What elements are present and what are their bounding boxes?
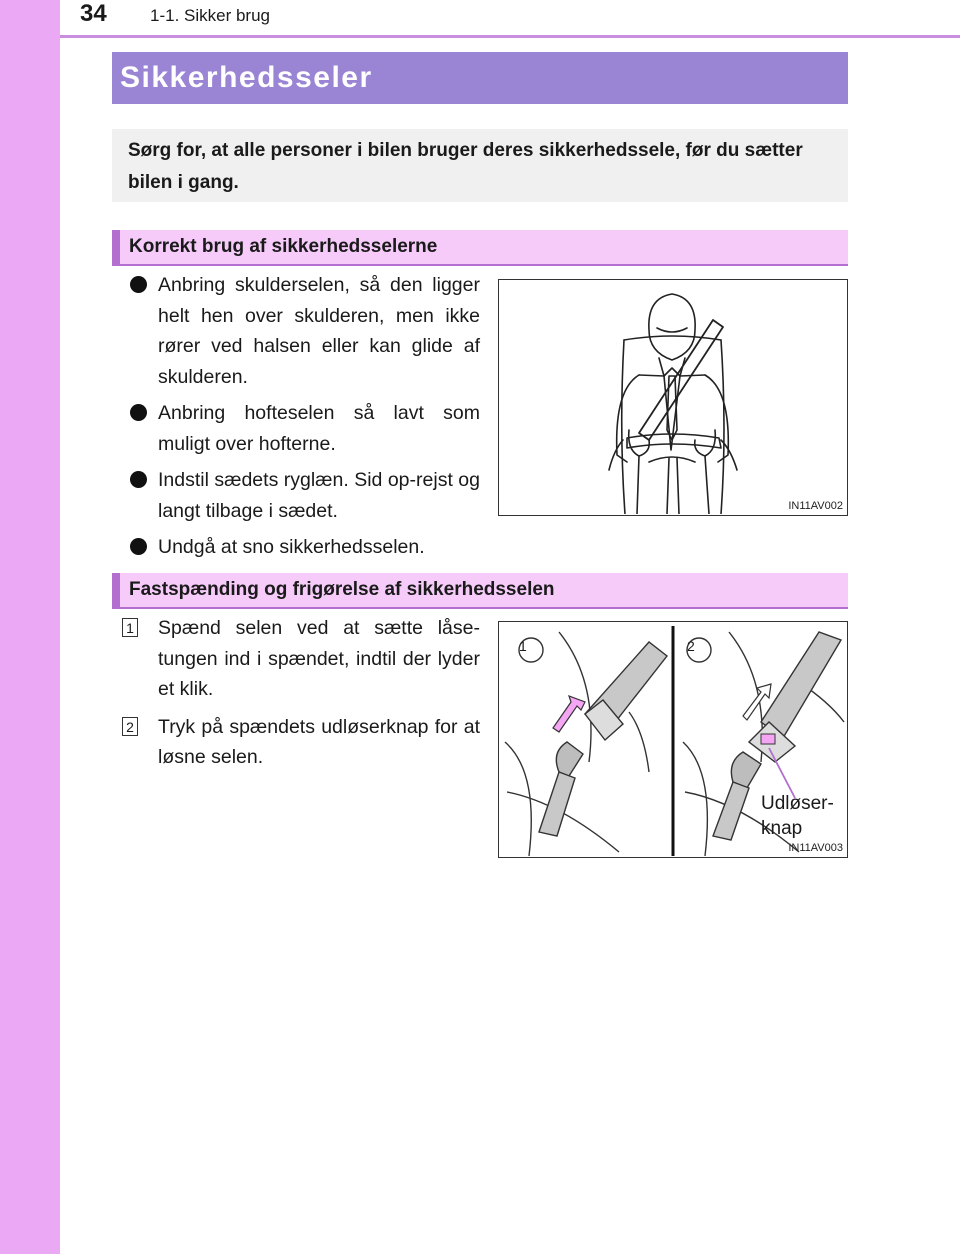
- bullet-text: Anbring skulderselen, så den ligger helt hen over skulderen, men ikke rører ved halsen eller kan glide af skulderen.: [158, 274, 480, 388]
- header-rule: [60, 35, 960, 38]
- callout-line2: knap: [761, 818, 803, 839]
- list-item: [130, 398, 480, 459]
- list-item: [130, 270, 480, 392]
- figure-code: IN11AV003: [788, 842, 843, 854]
- panel-label-1: 1: [519, 638, 527, 654]
- bullet-text: Anbring hofteselen så lavt som muligt over hofterne.: [158, 402, 480, 455]
- bullet-icon: [130, 538, 147, 555]
- bullet-text: Undgå at sno sikkerhedsselen.: [158, 536, 425, 558]
- side-color-band: [0, 0, 60, 1254]
- step-text: Spænd selen ved at sætte låse-tungen ind i spændet, indtil der lyder et klik.: [158, 617, 480, 700]
- step-number: 1: [122, 618, 138, 637]
- bullet-icon: [130, 276, 147, 293]
- list-item: [122, 712, 480, 773]
- step-text: Tryk på spændets udløserknap for at løsne selen.: [158, 715, 480, 768]
- bullet-icon: [130, 471, 147, 488]
- seated-person-with-seatbelt-illustration: [499, 280, 846, 514]
- section-heading-fastening: Fastspænding og frigørelse af sikkerhedsselen: [112, 573, 848, 609]
- figure-seated-person: [498, 279, 848, 516]
- list-item: [130, 532, 480, 563]
- section-heading-correct-use: Korrekt brug af sikkerhedsselerne: [112, 230, 848, 266]
- page-title: Sikkerhedsseler: [112, 52, 848, 104]
- bullet-list: [130, 270, 480, 569]
- intro-text: Sørg for, at alle personer i bilen bruger deres sikkerhedssele, før du sætter bilen i gang.: [128, 140, 803, 193]
- bullet-icon: [130, 404, 147, 421]
- callout-line1: Udløser-: [761, 793, 834, 814]
- figure-code: IN11AV002: [788, 500, 843, 512]
- step-list: [122, 613, 480, 780]
- list-item: [122, 613, 480, 705]
- running-head: 1-1. Sikker brug: [150, 6, 270, 25]
- figure-buckle: [498, 621, 848, 858]
- page-number: 34: [80, 0, 107, 27]
- panel-label-2: 2: [687, 638, 695, 654]
- list-item: [130, 465, 480, 526]
- step-number: 2: [122, 717, 138, 736]
- bullet-text: Indstil sædets ryglæn. Sid op-rejst og langt tilbage i sædet.: [158, 469, 480, 522]
- intro-box: [112, 129, 848, 202]
